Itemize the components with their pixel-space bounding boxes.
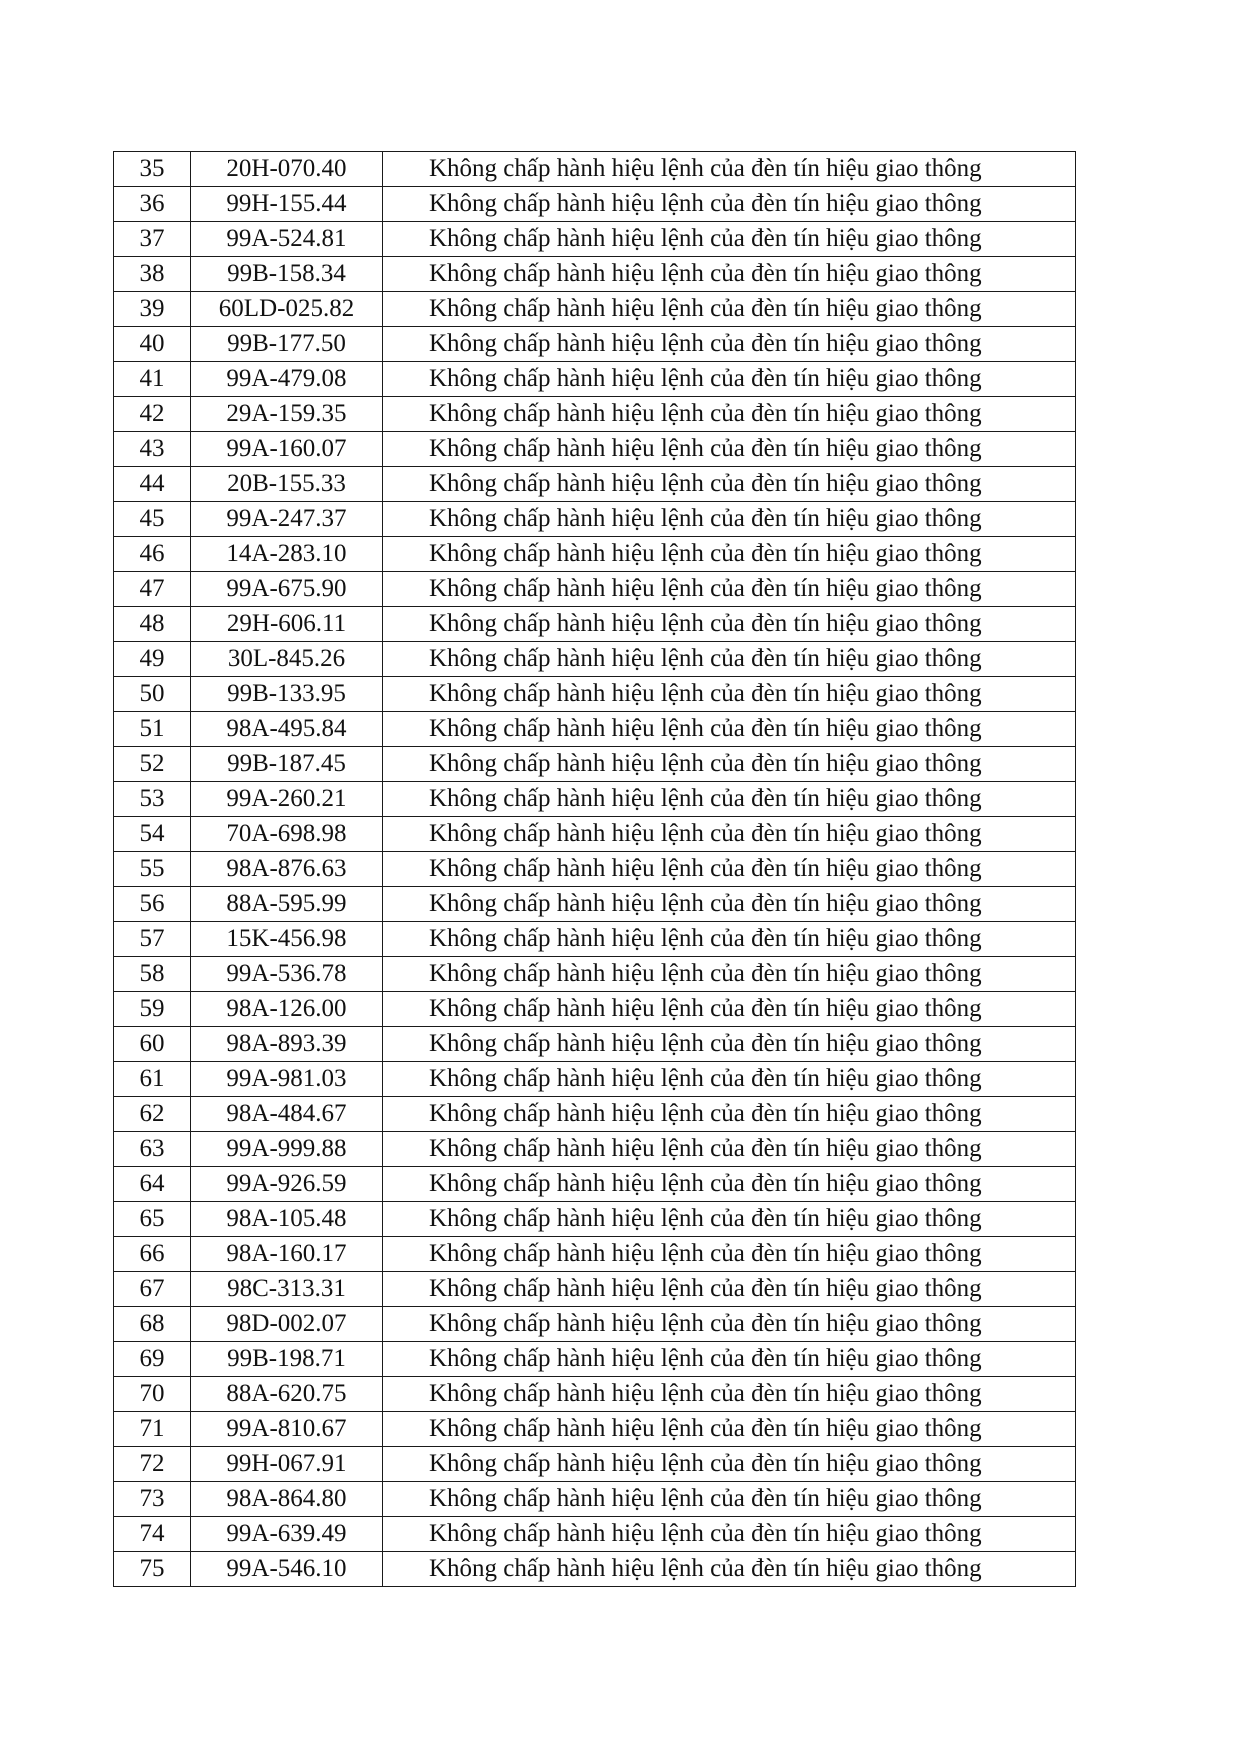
- row-number-cell: 70: [114, 1377, 191, 1412]
- table-row: [114, 922, 1076, 957]
- table-row: [114, 1237, 1076, 1272]
- license-plate-cell: 98A-876.63: [191, 852, 383, 887]
- violation-description-cell: Không chấp hành hiệu lệnh của đèn tín hiệu giao thông: [383, 257, 1076, 292]
- table-row: [114, 1482, 1076, 1517]
- license-plate-cell: 14A-283.10: [191, 537, 383, 572]
- table-row: [114, 397, 1076, 432]
- license-plate-cell: 99A-524.81: [191, 222, 383, 257]
- row-number-cell: 61: [114, 1062, 191, 1097]
- license-plate-cell: 98A-160.17: [191, 1237, 383, 1272]
- license-plate-cell: 99B-177.50: [191, 327, 383, 362]
- table-row: [114, 257, 1076, 292]
- violation-description-cell: Không chấp hành hiệu lệnh của đèn tín hiệu giao thông: [383, 677, 1076, 712]
- violation-description-cell: Không chấp hành hiệu lệnh của đèn tín hiệu giao thông: [383, 1132, 1076, 1167]
- row-number-cell: 45: [114, 502, 191, 537]
- table-row: [114, 957, 1076, 992]
- violation-description-cell: Không chấp hành hiệu lệnh của đèn tín hiệu giao thông: [383, 1097, 1076, 1132]
- violation-description-cell: Không chấp hành hiệu lệnh của đèn tín hiệu giao thông: [383, 1377, 1076, 1412]
- row-number-cell: 35: [114, 152, 191, 187]
- violation-description-cell: Không chấp hành hiệu lệnh của đèn tín hiệu giao thông: [383, 1237, 1076, 1272]
- row-number-cell: 71: [114, 1412, 191, 1447]
- row-number-cell: 65: [114, 1202, 191, 1237]
- violation-description-cell: Không chấp hành hiệu lệnh của đèn tín hiệu giao thông: [383, 362, 1076, 397]
- license-plate-cell: 99H-067.91: [191, 1447, 383, 1482]
- table-row: [114, 1412, 1076, 1447]
- violation-description-cell: Không chấp hành hiệu lệnh của đèn tín hiệu giao thông: [383, 537, 1076, 572]
- table-row: [114, 1062, 1076, 1097]
- violation-description-cell: Không chấp hành hiệu lệnh của đèn tín hiệu giao thông: [383, 432, 1076, 467]
- table-row: [114, 187, 1076, 222]
- license-plate-cell: 98A-864.80: [191, 1482, 383, 1517]
- license-plate-cell: 98A-105.48: [191, 1202, 383, 1237]
- row-number-cell: 69: [114, 1342, 191, 1377]
- table-row: [114, 992, 1076, 1027]
- license-plate-cell: 98A-893.39: [191, 1027, 383, 1062]
- license-plate-cell: 88A-620.75: [191, 1377, 383, 1412]
- table-row: [114, 747, 1076, 782]
- table-row: [114, 1552, 1076, 1587]
- table-row: [114, 537, 1076, 572]
- row-number-cell: 59: [114, 992, 191, 1027]
- license-plate-cell: 99A-810.67: [191, 1412, 383, 1447]
- table-row: [114, 1272, 1076, 1307]
- row-number-cell: 39: [114, 292, 191, 327]
- violation-description-cell: Không chấp hành hiệu lệnh của đèn tín hiệu giao thông: [383, 397, 1076, 432]
- row-number-cell: 64: [114, 1167, 191, 1202]
- table-row: [114, 1342, 1076, 1377]
- violation-description-cell: Không chấp hành hiệu lệnh của đèn tín hiệu giao thông: [383, 607, 1076, 642]
- table-row: [114, 677, 1076, 712]
- table-row: [114, 1027, 1076, 1062]
- row-number-cell: 67: [114, 1272, 191, 1307]
- violation-description-cell: Không chấp hành hiệu lệnh của đèn tín hiệu giao thông: [383, 502, 1076, 537]
- license-plate-cell: 99A-926.59: [191, 1167, 383, 1202]
- row-number-cell: 42: [114, 397, 191, 432]
- violation-description-cell: Không chấp hành hiệu lệnh của đèn tín hiệu giao thông: [383, 1517, 1076, 1552]
- row-number-cell: 36: [114, 187, 191, 222]
- violation-description-cell: Không chấp hành hiệu lệnh của đèn tín hiệu giao thông: [383, 922, 1076, 957]
- table-row: [114, 1307, 1076, 1342]
- table-row: [114, 1377, 1076, 1412]
- violation-description-cell: Không chấp hành hiệu lệnh của đèn tín hiệu giao thông: [383, 817, 1076, 852]
- violation-description-cell: Không chấp hành hiệu lệnh của đèn tín hiệu giao thông: [383, 222, 1076, 257]
- license-plate-cell: 99A-479.08: [191, 362, 383, 397]
- violation-description-cell: Không chấp hành hiệu lệnh của đèn tín hiệu giao thông: [383, 1272, 1076, 1307]
- violation-description-cell: Không chấp hành hiệu lệnh của đèn tín hiệu giao thông: [383, 1307, 1076, 1342]
- license-plate-cell: 99A-260.21: [191, 782, 383, 817]
- table-row: [114, 782, 1076, 817]
- license-plate-cell: 98A-495.84: [191, 712, 383, 747]
- license-plate-cell: 98A-126.00: [191, 992, 383, 1027]
- row-number-cell: 73: [114, 1482, 191, 1517]
- table-row: [114, 1202, 1076, 1237]
- violation-description-cell: Không chấp hành hiệu lệnh của đèn tín hiệu giao thông: [383, 957, 1076, 992]
- license-plate-cell: 30L-845.26: [191, 642, 383, 677]
- violation-description-cell: Không chấp hành hiệu lệnh của đèn tín hiệu giao thông: [383, 1202, 1076, 1237]
- license-plate-cell: 20H-070.40: [191, 152, 383, 187]
- row-number-cell: 41: [114, 362, 191, 397]
- row-number-cell: 44: [114, 467, 191, 502]
- license-plate-cell: 99A-536.78: [191, 957, 383, 992]
- violation-description-cell: Không chấp hành hiệu lệnh của đèn tín hiệu giao thông: [383, 327, 1076, 362]
- violation-description-cell: Không chấp hành hiệu lệnh của đèn tín hiệu giao thông: [383, 1482, 1076, 1517]
- table-row: [114, 817, 1076, 852]
- violation-description-cell: Không chấp hành hiệu lệnh của đèn tín hiệu giao thông: [383, 572, 1076, 607]
- table-row: [114, 1167, 1076, 1202]
- row-number-cell: 53: [114, 782, 191, 817]
- table-row: [114, 327, 1076, 362]
- table-row: [114, 362, 1076, 397]
- table-row: [114, 712, 1076, 747]
- row-number-cell: 37: [114, 222, 191, 257]
- violation-table: [113, 151, 1076, 1587]
- license-plate-cell: 60LD-025.82: [191, 292, 383, 327]
- license-plate-cell: 20B-155.33: [191, 467, 383, 502]
- row-number-cell: 72: [114, 1447, 191, 1482]
- row-number-cell: 47: [114, 572, 191, 607]
- violation-description-cell: Không chấp hành hiệu lệnh của đèn tín hiệu giao thông: [383, 1062, 1076, 1097]
- table-row: [114, 502, 1076, 537]
- license-plate-cell: 88A-595.99: [191, 887, 383, 922]
- table-row: [114, 467, 1076, 502]
- row-number-cell: 38: [114, 257, 191, 292]
- license-plate-cell: 99B-187.45: [191, 747, 383, 782]
- violation-description-cell: Không chấp hành hiệu lệnh của đèn tín hiệu giao thông: [383, 1447, 1076, 1482]
- license-plate-cell: 29A-159.35: [191, 397, 383, 432]
- license-plate-cell: 99A-981.03: [191, 1062, 383, 1097]
- table-row: [114, 852, 1076, 887]
- row-number-cell: 62: [114, 1097, 191, 1132]
- table-row: [114, 292, 1076, 327]
- license-plate-cell: 99A-999.88: [191, 1132, 383, 1167]
- row-number-cell: 57: [114, 922, 191, 957]
- table-row: [114, 152, 1076, 187]
- violation-description-cell: Không chấp hành hiệu lệnh của đèn tín hiệu giao thông: [383, 1412, 1076, 1447]
- license-plate-cell: 99A-639.49: [191, 1517, 383, 1552]
- table-row: [114, 432, 1076, 467]
- row-number-cell: 43: [114, 432, 191, 467]
- table-row: [114, 1132, 1076, 1167]
- row-number-cell: 74: [114, 1517, 191, 1552]
- row-number-cell: 49: [114, 642, 191, 677]
- row-number-cell: 52: [114, 747, 191, 782]
- license-plate-cell: 99A-160.07: [191, 432, 383, 467]
- row-number-cell: 40: [114, 327, 191, 362]
- violation-description-cell: Không chấp hành hiệu lệnh của đèn tín hiệu giao thông: [383, 642, 1076, 677]
- license-plate-cell: 15K-456.98: [191, 922, 383, 957]
- row-number-cell: 60: [114, 1027, 191, 1062]
- license-plate-cell: 99A-675.90: [191, 572, 383, 607]
- license-plate-cell: 98A-484.67: [191, 1097, 383, 1132]
- table-row: [114, 222, 1076, 257]
- row-number-cell: 50: [114, 677, 191, 712]
- violation-description-cell: Không chấp hành hiệu lệnh của đèn tín hiệu giao thông: [383, 1027, 1076, 1062]
- violation-description-cell: Không chấp hành hiệu lệnh của đèn tín hiệu giao thông: [383, 467, 1076, 502]
- violation-description-cell: Không chấp hành hiệu lệnh của đèn tín hiệu giao thông: [383, 292, 1076, 327]
- violation-description-cell: Không chấp hành hiệu lệnh của đèn tín hiệu giao thông: [383, 782, 1076, 817]
- table-row: [114, 1517, 1076, 1552]
- license-plate-cell: 99H-155.44: [191, 187, 383, 222]
- table-row: [114, 572, 1076, 607]
- row-number-cell: 48: [114, 607, 191, 642]
- row-number-cell: 63: [114, 1132, 191, 1167]
- violation-description-cell: Không chấp hành hiệu lệnh của đèn tín hiệu giao thông: [383, 887, 1076, 922]
- row-number-cell: 66: [114, 1237, 191, 1272]
- license-plate-cell: 29H-606.11: [191, 607, 383, 642]
- violation-description-cell: Không chấp hành hiệu lệnh của đèn tín hiệu giao thông: [383, 852, 1076, 887]
- violation-description-cell: Không chấp hành hiệu lệnh của đèn tín hiệu giao thông: [383, 187, 1076, 222]
- row-number-cell: 51: [114, 712, 191, 747]
- table-row: [114, 887, 1076, 922]
- table-row: [114, 1097, 1076, 1132]
- row-number-cell: 58: [114, 957, 191, 992]
- license-plate-cell: 99B-133.95: [191, 677, 383, 712]
- license-plate-cell: 99A-546.10: [191, 1552, 383, 1587]
- license-plate-cell: 98C-313.31: [191, 1272, 383, 1307]
- row-number-cell: 68: [114, 1307, 191, 1342]
- row-number-cell: 46: [114, 537, 191, 572]
- row-number-cell: 55: [114, 852, 191, 887]
- violation-description-cell: Không chấp hành hiệu lệnh của đèn tín hiệu giao thông: [383, 712, 1076, 747]
- row-number-cell: 75: [114, 1552, 191, 1587]
- row-number-cell: 54: [114, 817, 191, 852]
- violation-description-cell: Không chấp hành hiệu lệnh của đèn tín hiệu giao thông: [383, 747, 1076, 782]
- violation-description-cell: Không chấp hành hiệu lệnh của đèn tín hiệu giao thông: [383, 1552, 1076, 1587]
- violation-description-cell: Không chấp hành hiệu lệnh của đèn tín hiệu giao thông: [383, 1167, 1076, 1202]
- row-number-cell: 56: [114, 887, 191, 922]
- table-row: [114, 642, 1076, 677]
- license-plate-cell: 99B-198.71: [191, 1342, 383, 1377]
- table-row: [114, 607, 1076, 642]
- license-plate-cell: 70A-698.98: [191, 817, 383, 852]
- violation-table-body: [114, 152, 1076, 1587]
- violation-description-cell: Không chấp hành hiệu lệnh của đèn tín hiệu giao thông: [383, 992, 1076, 1027]
- license-plate-cell: 99B-158.34: [191, 257, 383, 292]
- license-plate-cell: 99A-247.37: [191, 502, 383, 537]
- license-plate-cell: 98D-002.07: [191, 1307, 383, 1342]
- violation-description-cell: Không chấp hành hiệu lệnh của đèn tín hiệu giao thông: [383, 1342, 1076, 1377]
- violation-description-cell: Không chấp hành hiệu lệnh của đèn tín hiệu giao thông: [383, 152, 1076, 187]
- table-row: [114, 1447, 1076, 1482]
